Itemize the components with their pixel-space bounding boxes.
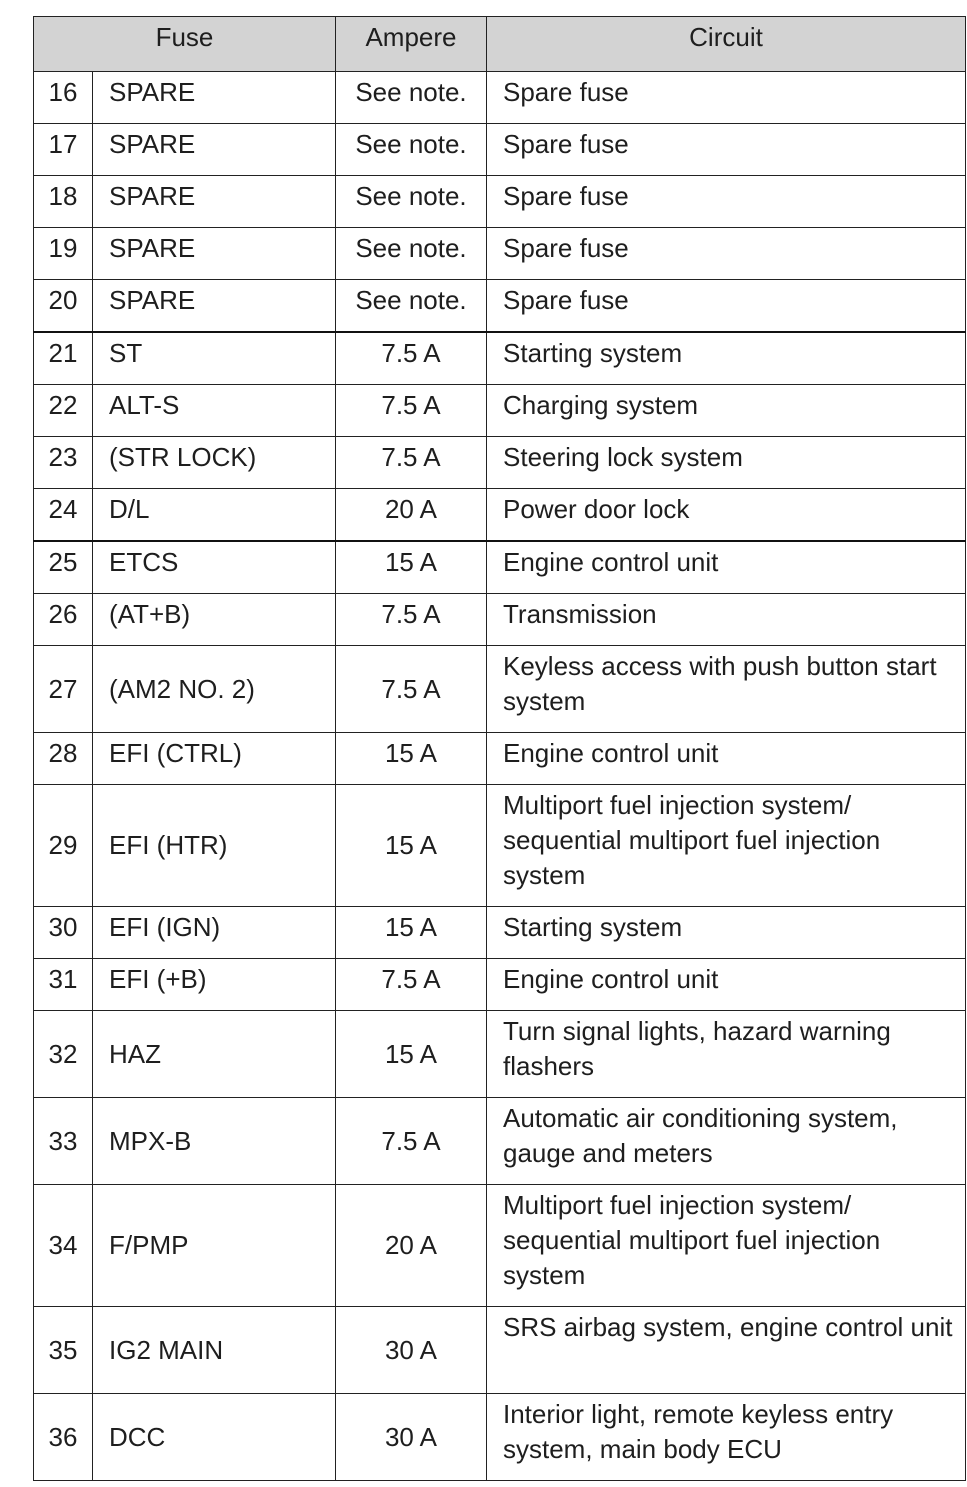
fuse-number: 28 [34, 733, 93, 785]
fuse-circuit: Engine control unit [487, 541, 966, 594]
table-row [34, 1394, 966, 1481]
table-row [34, 594, 966, 646]
fuse-number: 18 [34, 176, 93, 228]
fuse-number: 24 [34, 489, 93, 542]
fuse-name: (AT+B) [93, 594, 336, 646]
fuse-number: 19 [34, 228, 93, 280]
fuse-ampere: See note. [336, 228, 487, 280]
fuse-name: F/PMP [93, 1185, 336, 1307]
fuse-ampere: See note. [336, 72, 487, 124]
fuse-number: 23 [34, 437, 93, 489]
fuse-ampere: 7.5 A [336, 437, 487, 489]
header-ampere: Ampere [336, 17, 487, 72]
fuse-name: SPARE [93, 72, 336, 124]
fuse-name: (STR LOCK) [93, 437, 336, 489]
fuse-name: ALT-S [93, 385, 336, 437]
fuse-number: 22 [34, 385, 93, 437]
fuse-ampere: See note. [336, 176, 487, 228]
fuse-number: 30 [34, 907, 93, 959]
fuse-circuit: Multiport fuel injection system/ sequential multiport fuel injection system [487, 1185, 966, 1307]
fuse-circuit: Keyless access with push button start system [487, 646, 966, 733]
fuse-number: 16 [34, 72, 93, 124]
table-row [34, 332, 966, 385]
fuse-number: 35 [34, 1307, 93, 1394]
fuse-ampere: 15 A [336, 733, 487, 785]
fuse-ampere: 7.5 A [336, 594, 487, 646]
fuse-ampere: 7.5 A [336, 959, 487, 1011]
fuse-name: IG2 MAIN [93, 1307, 336, 1394]
table-row [34, 72, 966, 124]
fuse-number: 34 [34, 1185, 93, 1307]
fuse-number: 32 [34, 1011, 93, 1098]
fuse-number: 27 [34, 646, 93, 733]
fuse-circuit: Spare fuse [487, 228, 966, 280]
fuse-name: EFI (CTRL) [93, 733, 336, 785]
fuse-ampere: 15 A [336, 1011, 487, 1098]
fuse-ampere: 30 A [336, 1394, 487, 1481]
fuse-circuit: Starting system [487, 332, 966, 385]
fuse-number: 29 [34, 785, 93, 907]
fuse-ampere: 15 A [336, 785, 487, 907]
table-row [34, 176, 966, 228]
table-row [34, 646, 966, 733]
fuse-circuit: Transmission [487, 594, 966, 646]
table-row [34, 489, 966, 542]
header-circuit: Circuit [487, 17, 966, 72]
table-row [34, 124, 966, 176]
fuse-circuit: Engine control unit [487, 959, 966, 1011]
table-row [34, 733, 966, 785]
fuse-circuit: Turn signal lights, hazard warning flashers [487, 1011, 966, 1098]
fuse-ampere: 30 A [336, 1307, 487, 1394]
fuse-circuit: Spare fuse [487, 124, 966, 176]
fuse-ampere: 20 A [336, 489, 487, 542]
fuse-circuit: Spare fuse [487, 280, 966, 333]
fuse-name: HAZ [93, 1011, 336, 1098]
fuse-name: EFI (IGN) [93, 907, 336, 959]
fuse-name: ST [93, 332, 336, 385]
fuse-name: SPARE [93, 176, 336, 228]
table-row [34, 437, 966, 489]
fuse-ampere: 15 A [336, 541, 487, 594]
table-row [34, 907, 966, 959]
fuse-circuit: Spare fuse [487, 176, 966, 228]
fuse-number: 21 [34, 332, 93, 385]
fuse-ampere: See note. [336, 124, 487, 176]
fuse-number: 25 [34, 541, 93, 594]
table-row [34, 228, 966, 280]
fuse-number: 31 [34, 959, 93, 1011]
table-row [34, 1011, 966, 1098]
fuse-name: EFI (+B) [93, 959, 336, 1011]
fuse-table [33, 16, 966, 1481]
header-fuse: Fuse [34, 17, 336, 72]
fuse-name: SPARE [93, 280, 336, 333]
table-row [34, 541, 966, 594]
fuse-number: 26 [34, 594, 93, 646]
fuse-ampere: 15 A [336, 907, 487, 959]
fuse-ampere: 20 A [336, 1185, 487, 1307]
table-row [34, 1307, 966, 1394]
fuse-ampere: 7.5 A [336, 1098, 487, 1185]
fuse-circuit: SRS airbag system, engine control unit [487, 1307, 966, 1394]
fuse-name: DCC [93, 1394, 336, 1481]
table-row [34, 785, 966, 907]
fuse-circuit: Steering lock system [487, 437, 966, 489]
table-row [34, 1098, 966, 1185]
fuse-circuit: Engine control unit [487, 733, 966, 785]
fuse-circuit: Multiport fuel injection system/ sequential multiport fuel injection system [487, 785, 966, 907]
fuse-name: SPARE [93, 228, 336, 280]
fuse-name: ETCS [93, 541, 336, 594]
fuse-name: EFI (HTR) [93, 785, 336, 907]
fuse-number: 20 [34, 280, 93, 333]
table-row [34, 280, 966, 333]
table-row [34, 1185, 966, 1307]
fuse-number: 17 [34, 124, 93, 176]
fuse-circuit: Charging system [487, 385, 966, 437]
fuse-number: 36 [34, 1394, 93, 1481]
fuse-name: MPX-B [93, 1098, 336, 1185]
fuse-name: (AM2 NO. 2) [93, 646, 336, 733]
fuse-circuit: Power door lock [487, 489, 966, 542]
fuse-circuit: Starting system [487, 907, 966, 959]
fuse-circuit: Interior light, remote keyless entry system, main body ECU [487, 1394, 966, 1481]
fuse-ampere: See note. [336, 280, 487, 333]
fuse-name: D/L [93, 489, 336, 542]
table-row [34, 959, 966, 1011]
header-row [34, 17, 966, 72]
table-row [34, 385, 966, 437]
fuse-ampere: 7.5 A [336, 385, 487, 437]
fuse-circuit: Automatic air conditioning system, gauge and meters [487, 1098, 966, 1185]
fuse-name: SPARE [93, 124, 336, 176]
fuse-number: 33 [34, 1098, 93, 1185]
fuse-ampere: 7.5 A [336, 646, 487, 733]
fuse-ampere: 7.5 A [336, 332, 487, 385]
fuse-circuit: Spare fuse [487, 72, 966, 124]
